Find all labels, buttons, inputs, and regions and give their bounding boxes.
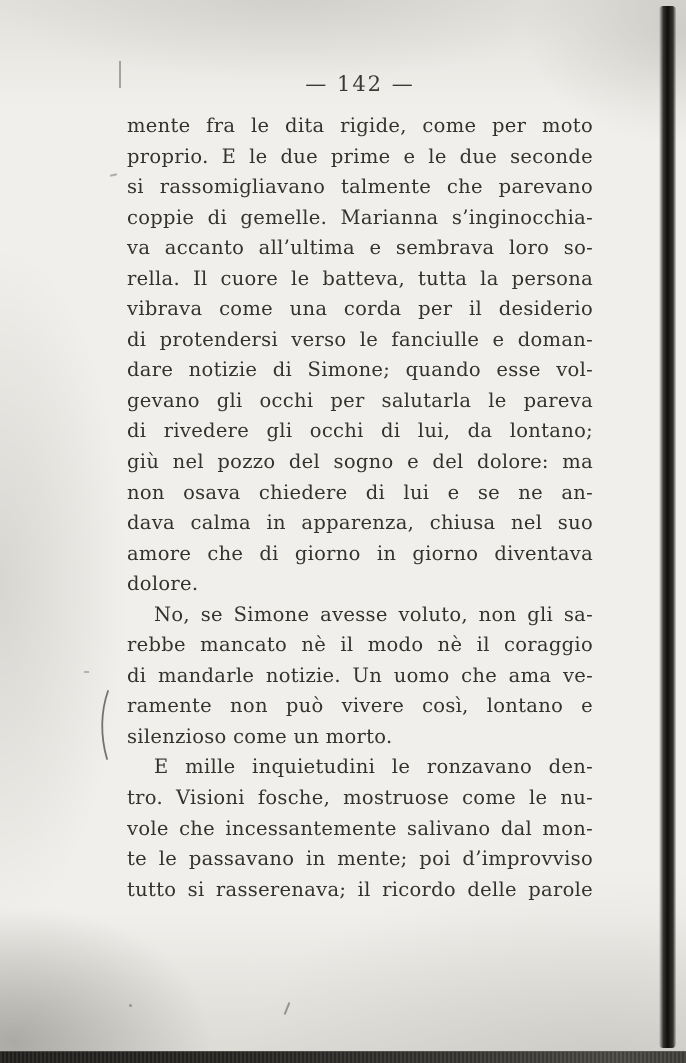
text-line: di protendersi verso le fanciulle e doman- — [127, 327, 593, 351]
text-line: coppie di gemelle. Marianna s’inginocchia- — [127, 205, 593, 229]
text-line: tro. Visioni fosche, mostruose come le nu- — [127, 786, 593, 810]
text-line: di mandarle notizie. Un uomo che ama ve- — [127, 663, 593, 687]
text-line: vole che incessantemente salivano dal mon- — [127, 816, 593, 840]
text-line-paragraph-end: silenzioso come un morto. — [127, 724, 393, 748]
stray-mark-vertical-tick — [119, 61, 121, 88]
text-line-paragraph-end: dolore. — [127, 572, 199, 596]
text-line: giù nel pozzo del sogno e del dolore: ma — [127, 450, 593, 474]
text-line: dava calma in apparenza, chiusa nel suo — [127, 511, 593, 535]
text-line: si rassomigliavano talmente che parevano — [127, 175, 593, 199]
text-line: ramente non può vivere così, lontano e — [127, 694, 593, 718]
text-line: vibrava come una corda per il desiderio — [127, 297, 593, 321]
scan-bottom-edge-band — [0, 1051, 686, 1063]
stray-mark-dash — [110, 173, 117, 176]
text-line: rella. Il cuore le batteva, tutta la persona — [127, 266, 593, 290]
margin-pen-stroke — [97, 689, 113, 761]
page-number: — 142 — — [305, 72, 415, 96]
text-line: dare notizie di Simone; quando esse vol- — [127, 358, 593, 382]
text-line: te le passavano in mente; poi d’improvviso — [127, 847, 593, 871]
text-line-paragraph-start: E mille inquietudini le ronzavano den- — [154, 755, 593, 779]
scan-left-edge-shadow — [0, 0, 9, 1063]
stray-mark-dash — [84, 671, 89, 673]
scan-right-edge-band — [659, 6, 676, 1048]
text-line: va accanto all’ultima e sembrava loro so- — [127, 236, 593, 260]
text-line: tutto si rasserenava; il ricordo delle parole — [127, 877, 593, 901]
text-line: non osava chiedere di lui e se ne an- — [127, 480, 593, 504]
text-line: mente fra le dita rigide, come per moto — [127, 114, 593, 137]
stray-mark-slash — [284, 1002, 291, 1015]
text-line: rebbe mancato nè il modo nè il coraggio — [127, 633, 593, 657]
text-line: di rivedere gli occhi di lui, da lontano; — [127, 419, 593, 443]
text-line: gevano gli occhi per salutarla le pareva — [127, 388, 593, 412]
body-text — [127, 111, 593, 905]
text-line: proprio. E le due prime e le due seconde — [127, 144, 593, 168]
stray-mark-dot — [129, 1004, 132, 1007]
text-line: amore che di giorno in giorno diventava — [127, 541, 593, 565]
text-line-paragraph-start: No, se Simone avesse voluto, non gli sa- — [154, 602, 593, 626]
